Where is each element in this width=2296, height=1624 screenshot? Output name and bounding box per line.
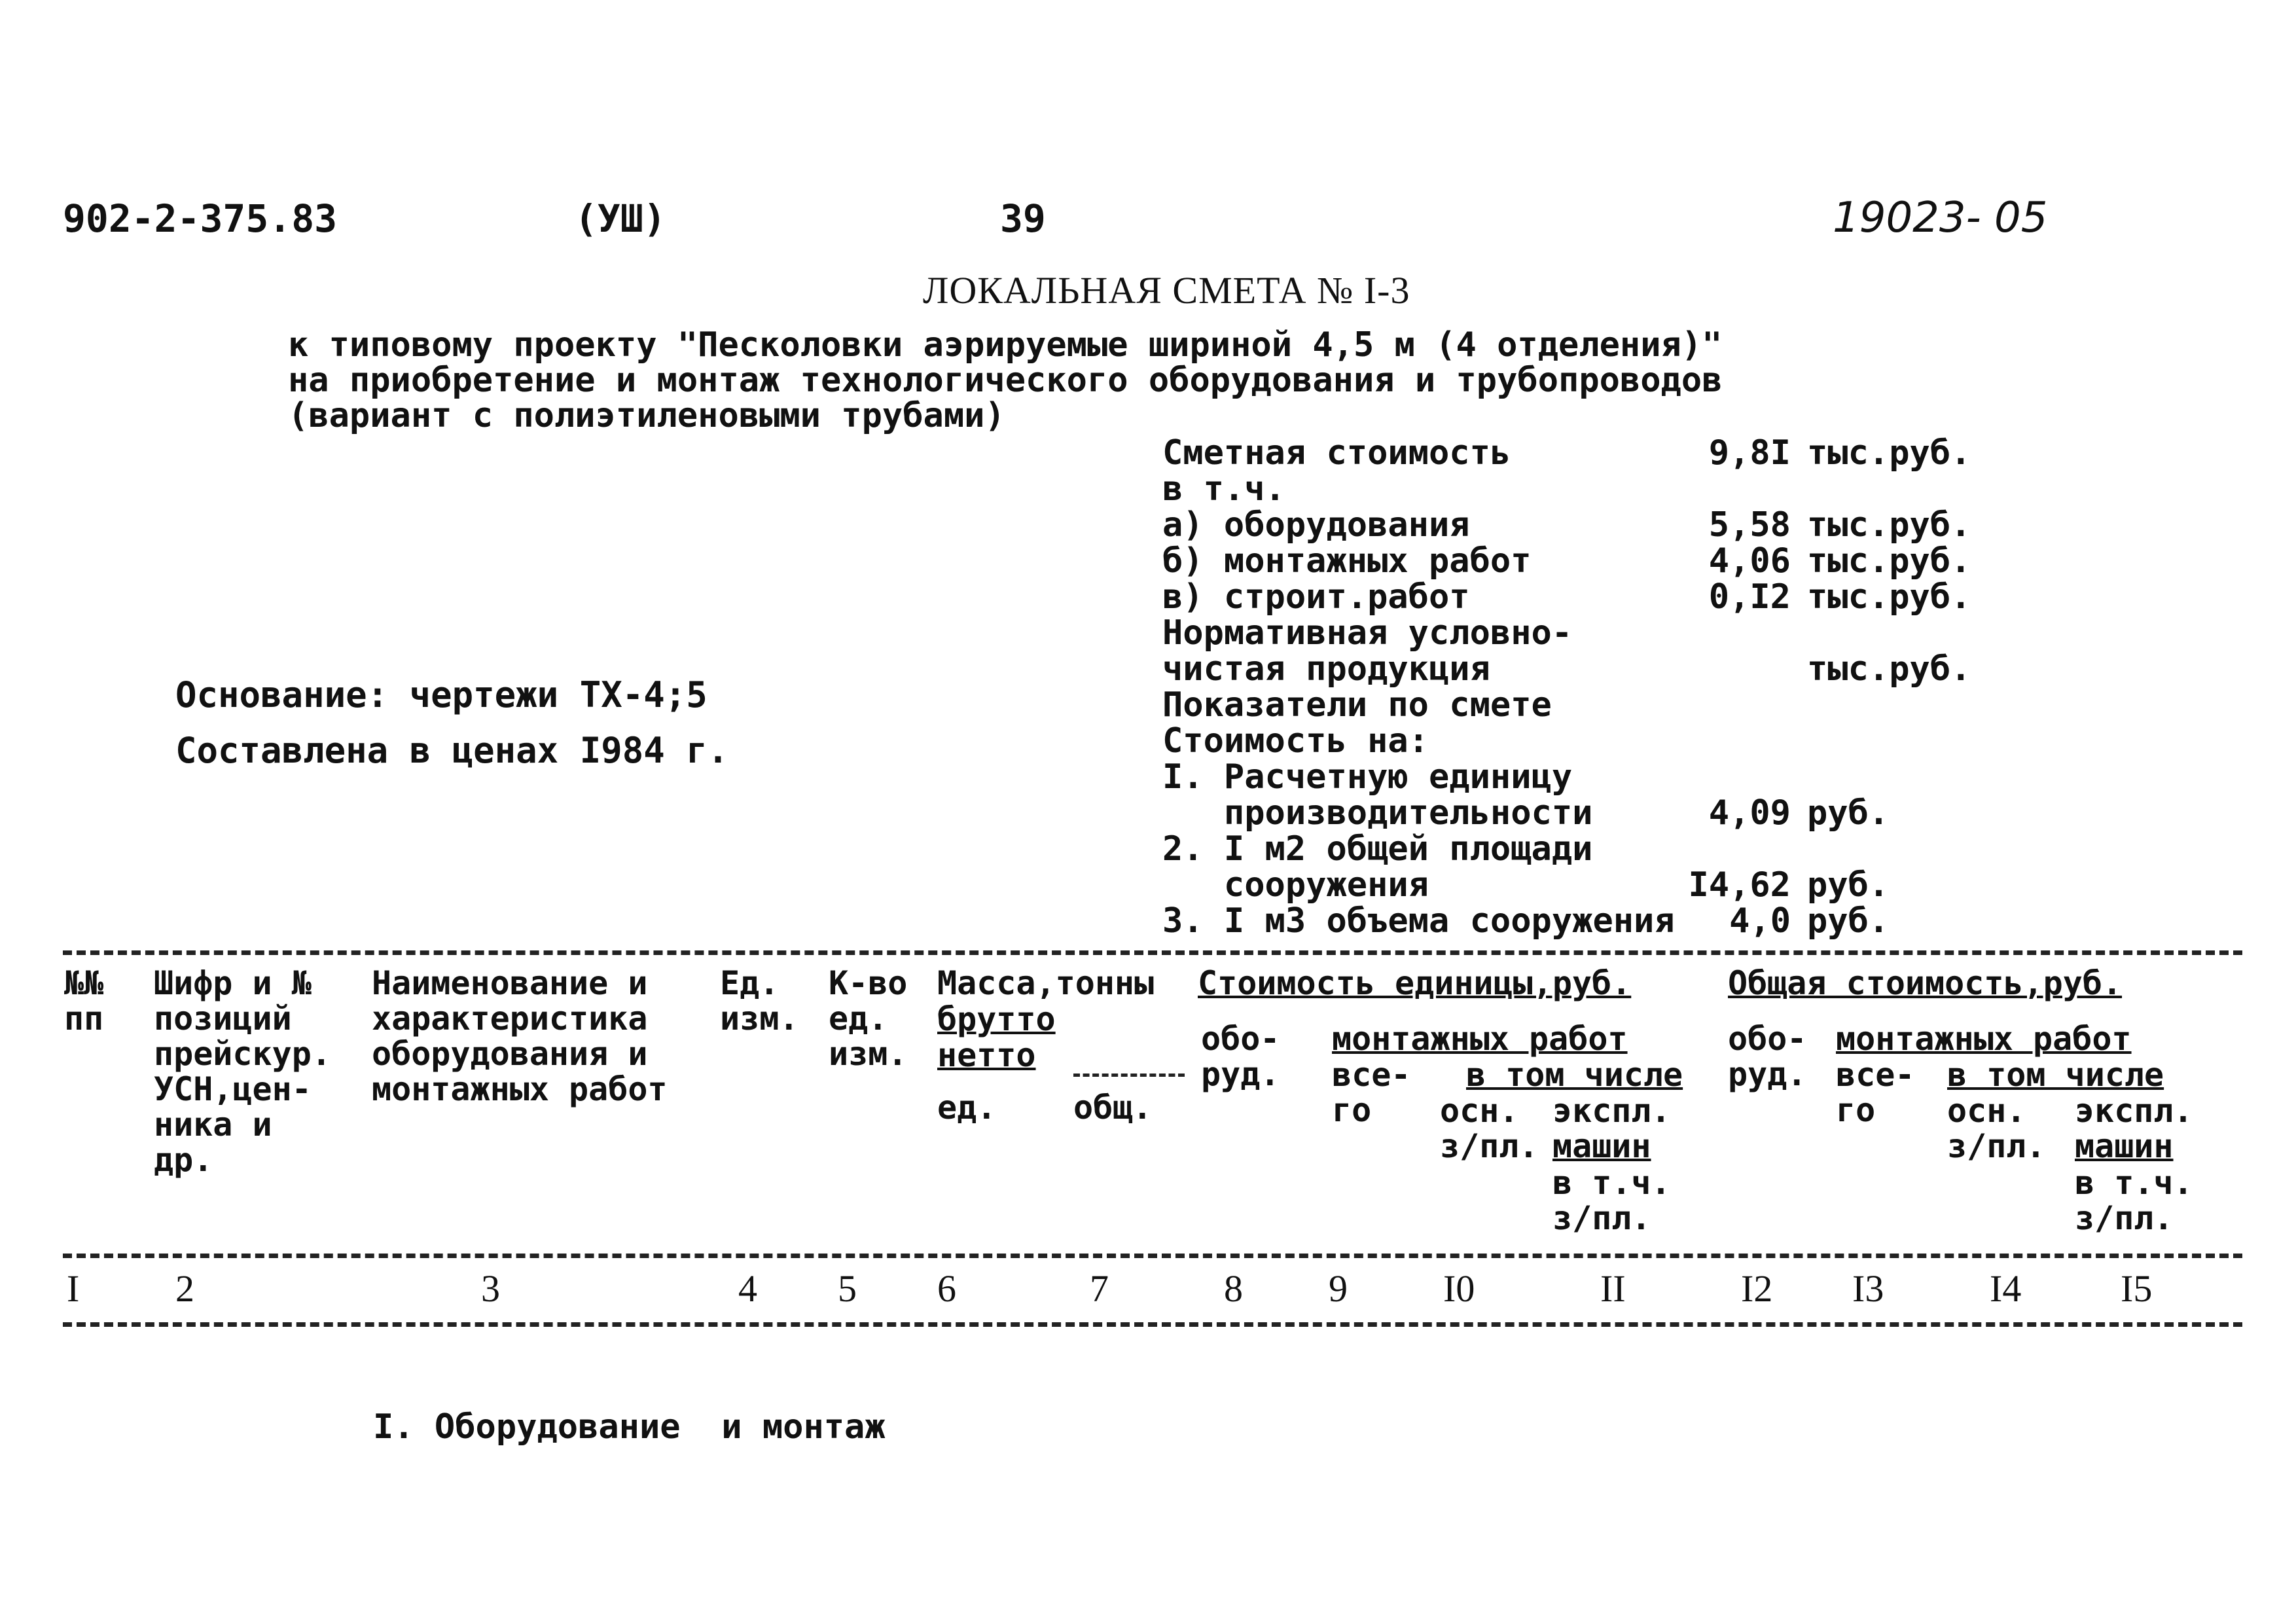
cost-value: 9,8I <box>1708 433 1791 473</box>
cost-label: в т.ч. <box>1162 469 1285 509</box>
column-number: I <box>67 1267 80 1310</box>
cost-label: производительности <box>1162 793 1593 833</box>
cost-unit: тыс.руб. <box>1807 433 1971 473</box>
header-text: з/пл. <box>1947 1127 2046 1165</box>
header-text: з/пл. <box>2075 1199 2174 1237</box>
cost-label: чистая продукция <box>1162 649 1490 689</box>
cost-label: Нормативная условно- <box>1162 613 1573 653</box>
header-text: №№ <box>64 964 104 1002</box>
header-text: Ед. <box>720 964 780 1002</box>
cost-value: 5,58 <box>1708 505 1791 545</box>
col-header-unit-cost: Стоимость единицы,руб. <box>1198 964 1632 1002</box>
col-header-unit-incl: в том числе <box>1466 1056 1683 1094</box>
column-number: I3 <box>1852 1267 1884 1310</box>
header-text: в т.ч. <box>2075 1164 2193 1202</box>
cost-label: Стоимость на: <box>1162 721 1429 761</box>
col-header-unit-machines <box>1552 1093 1671 1164</box>
header-text: обо- <box>1201 1020 1280 1058</box>
column-number: I4 <box>1990 1267 2022 1310</box>
header-text: пп <box>64 1000 104 1038</box>
cost-unit: тыс.руб. <box>1807 505 1971 545</box>
col-header-mass-unit: ед. <box>937 1089 997 1127</box>
header-text: машин <box>2075 1127 2174 1165</box>
col-header-unit-basewage <box>1440 1093 1539 1164</box>
column-number: 5 <box>838 1267 857 1310</box>
cost-label: 2. I м2 общей площади <box>1162 829 1593 869</box>
col-header-mass-brutto: брутто <box>937 1000 1056 1038</box>
column-number: 9 <box>1329 1267 1348 1310</box>
header-text: з/пл. <box>1552 1199 1651 1237</box>
header-text: го <box>1836 1091 1876 1129</box>
cost-label: сооружения <box>1162 865 1429 905</box>
column-number: 8 <box>1224 1267 1243 1310</box>
document-title: ЛОКАЛЬНАЯ СМЕТА № I-3 <box>923 269 1410 312</box>
intro-line: к типовому проекту "Песколовки аэрируемые шириной 4,5 м (4 отделения)" <box>288 325 1723 365</box>
cost-unit: тыс.руб. <box>1807 649 1971 689</box>
cost-summary <box>1162 433 1981 941</box>
cost-value: 4,06 <box>1708 541 1791 581</box>
header-text: все- <box>1332 1056 1411 1094</box>
cost-unit: тыс.руб. <box>1807 541 1971 581</box>
col-header-total-basewage <box>1947 1093 2046 1164</box>
mass-divider <box>1073 1074 1185 1077</box>
numbers-bottom-rule <box>63 1322 2242 1327</box>
header-text: в т.ч. <box>1552 1164 1671 1202</box>
column-number: I5 <box>2121 1267 2153 1310</box>
column-number: 3 <box>481 1267 500 1310</box>
basis-prices: Составлена в ценах I984 г. <box>175 730 729 771</box>
cost-label: а) оборудования <box>1162 505 1470 545</box>
cost-label: Сметная стоимость <box>1162 433 1511 473</box>
cost-label: Показатели по смете <box>1162 685 1552 725</box>
col-header-total-machines <box>2075 1093 2193 1164</box>
header-text: монтажных работ <box>372 1070 668 1108</box>
project-code: 902-2-375.83 <box>63 196 338 241</box>
col-header-unit-all <box>1332 1057 1410 1128</box>
col-header-number <box>64 965 103 1036</box>
col-header-mass-total: общ. <box>1073 1089 1153 1127</box>
header-text: изм. <box>829 1035 908 1073</box>
column-number: I0 <box>1443 1267 1475 1310</box>
header-text: УСН,цен- <box>154 1070 312 1108</box>
cost-unit: тыс.руб. <box>1807 577 1971 617</box>
cost-label: I. Расчетную единицу <box>1162 757 1573 797</box>
header-text: осн. <box>1947 1092 2026 1130</box>
column-number: I2 <box>1741 1267 1773 1310</box>
cost-value: I4,62 <box>1688 865 1791 905</box>
header-text: экспл. <box>2075 1092 2193 1130</box>
basis-drawings: Основание: чертежи ТХ-4;5 <box>175 674 708 715</box>
intro-line: на приобретение и монтаж технологического оборудования и трубопроводов <box>288 361 1723 400</box>
header-text: характеристика <box>372 1000 648 1038</box>
col-header-mass-netto: нетто <box>937 1036 1036 1074</box>
col-header-unit-equip <box>1201 1021 1280 1092</box>
header-text: ника и <box>154 1106 272 1144</box>
column-number: 4 <box>738 1267 757 1310</box>
col-header-total-all <box>1836 1057 1914 1128</box>
header-text: экспл. <box>1552 1092 1671 1130</box>
header-text: з/пл. <box>1440 1127 1539 1165</box>
cost-label: в) строит.работ <box>1162 577 1470 617</box>
column-number: 7 <box>1090 1267 1109 1310</box>
intro-line: (вариант с полиэтиленовыми трубами) <box>288 396 1005 435</box>
column-number: II <box>1600 1267 1626 1310</box>
header-text: К-во <box>829 964 908 1002</box>
header-text: все- <box>1836 1056 1915 1094</box>
col-header-total-mount: монтажных работ <box>1836 1020 2132 1058</box>
col-header-unit-inclwage <box>1552 1165 1671 1236</box>
volume-label: (УШ) <box>575 196 666 241</box>
col-header-unit-mount: монтажных работ <box>1332 1020 1628 1058</box>
col-header-name <box>372 965 668 1107</box>
cost-unit: руб. <box>1807 865 1890 905</box>
table-top-rule <box>63 950 2242 955</box>
cost-label: 3. I м3 объема сооружения <box>1162 901 1675 941</box>
col-header-total-equip <box>1728 1021 1806 1092</box>
header-text: обо- <box>1728 1020 1807 1058</box>
cost-value: 0,I2 <box>1708 577 1791 617</box>
header-text: прейскур. <box>154 1035 331 1073</box>
col-header-mass: Масса,тонны <box>937 964 1155 1002</box>
header-text: изм. <box>720 1000 799 1038</box>
col-header-code <box>154 965 331 1178</box>
cost-unit: руб. <box>1807 793 1890 833</box>
header-text: оборудования и <box>372 1035 648 1073</box>
header-text: Наименование и <box>372 964 648 1002</box>
col-header-total-inclwage <box>2075 1165 2193 1236</box>
cost-label: б) монтажных работ <box>1162 541 1532 581</box>
cost-unit: руб. <box>1807 901 1890 941</box>
col-header-unit <box>720 965 798 1036</box>
col-header-total-cost: Общая стоимость,руб. <box>1728 964 2123 1002</box>
section-title: I. Оборудование и монтаж <box>373 1407 886 1447</box>
header-text: го <box>1332 1091 1372 1129</box>
column-number: 2 <box>175 1267 194 1310</box>
header-text: руд. <box>1201 1055 1280 1093</box>
cost-value: 4,09 <box>1708 793 1791 833</box>
header-bottom-rule <box>63 1254 2242 1258</box>
header-text: позиций <box>154 1000 292 1038</box>
header-text: Шифр и № <box>154 964 312 1002</box>
col-header-quantity <box>829 965 907 1072</box>
header-text: машин <box>1552 1127 1651 1165</box>
intro-text <box>288 327 1722 433</box>
header-text: осн. <box>1440 1092 1519 1130</box>
header-text: руд. <box>1728 1055 1807 1093</box>
column-number: 6 <box>937 1267 956 1310</box>
col-header-total-incl: в том числе <box>1947 1056 2164 1094</box>
cost-value: 4,0 <box>1729 901 1791 941</box>
header-text: др. <box>154 1141 213 1179</box>
header-text: ед. <box>829 1000 888 1038</box>
reference-number: 19023- 05 <box>1833 194 2048 242</box>
page-number: 39 <box>1000 196 1046 241</box>
